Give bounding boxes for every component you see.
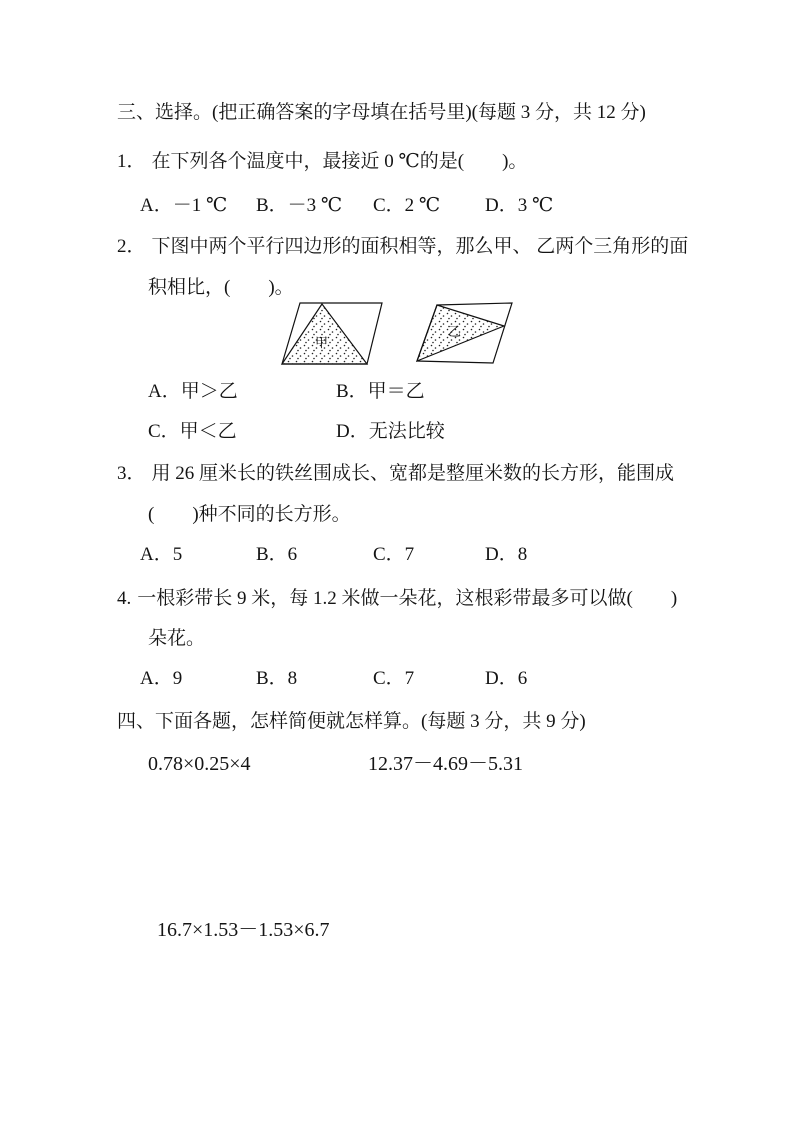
question-3-number: 3． — [117, 463, 146, 484]
question-3-option-c: C．7 — [373, 544, 415, 565]
question-2 — [117, 235, 688, 259]
section4-heading: 四、下面各题，怎样简便就怎样算。(每题 3 分，共 9 分) — [117, 711, 586, 732]
question-1-option-a: A．－1 ℃ — [140, 195, 228, 216]
question-2-text-line2: 积相比，( )。 — [148, 277, 294, 298]
question-2-option-c: C．甲＜乙 — [148, 421, 237, 442]
question-4-option-a: A．9 — [140, 668, 183, 689]
question-4-option-b: B．8 — [256, 668, 298, 689]
question-3-option-d: D．8 — [485, 544, 528, 565]
question-2-text-line1: 下图中两个平行四边形的面积相等，那么甲、 乙两个三角形的面 — [151, 236, 689, 257]
question-4-text-line2: 朵花。 — [148, 628, 206, 649]
question-4-text-line1: 一根彩带长 9 米，每 1.2 米做一朵花，这根彩带最多可以做( ) — [137, 588, 678, 609]
question-3-text-line2: ( )种不同的长方形。 — [148, 504, 351, 525]
diagram-parallelogram-left — [279, 296, 385, 368]
expression-1: 0.78×0.25×4 — [148, 753, 251, 775]
diagram-label-jia: 甲 — [315, 335, 329, 350]
question-1-number: 1． — [117, 151, 146, 172]
question-2-option-d: D．无法比较 — [336, 421, 445, 442]
question-3 — [117, 462, 674, 486]
question-4 — [117, 587, 677, 611]
question-3-option-b: B．6 — [256, 544, 298, 565]
question-2-option-a: A．甲＞乙 — [148, 381, 238, 402]
question-4-option-d: D．6 — [485, 668, 528, 689]
diagram-label-yi: 乙 — [448, 324, 462, 339]
question-3-text-line1: 用 26 厘米长的铁丝围成长、宽都是整厘米数的长方形，能围成 — [151, 463, 675, 484]
question-1-option-d: D．3 ℃ — [485, 195, 554, 216]
question-2-number: 2． — [117, 236, 146, 257]
question-1 — [117, 150, 527, 174]
question-4-option-c: C．7 — [373, 668, 415, 689]
question-1-option-b: B．－3 ℃ — [256, 195, 343, 216]
question-3-option-a: A．5 — [140, 544, 183, 565]
expression-3: 16.7×1.53－1.53×6.7 — [157, 919, 330, 941]
question-4-number: 4. — [117, 588, 132, 609]
expression-2: 12.37－4.69－5.31 — [368, 753, 523, 775]
question-2-option-b: B．甲＝乙 — [336, 381, 425, 402]
question-1-option-c: C．2 ℃ — [373, 195, 441, 216]
section3-heading: 三、选择。(把正确答案的字母填在括号里)(每题 3 分，共 12 分) — [117, 102, 646, 123]
diagram-parallelogram-right — [406, 296, 522, 368]
question-1-text: 在下列各个温度中，最接近 0 ℃的是( )。 — [151, 151, 528, 172]
